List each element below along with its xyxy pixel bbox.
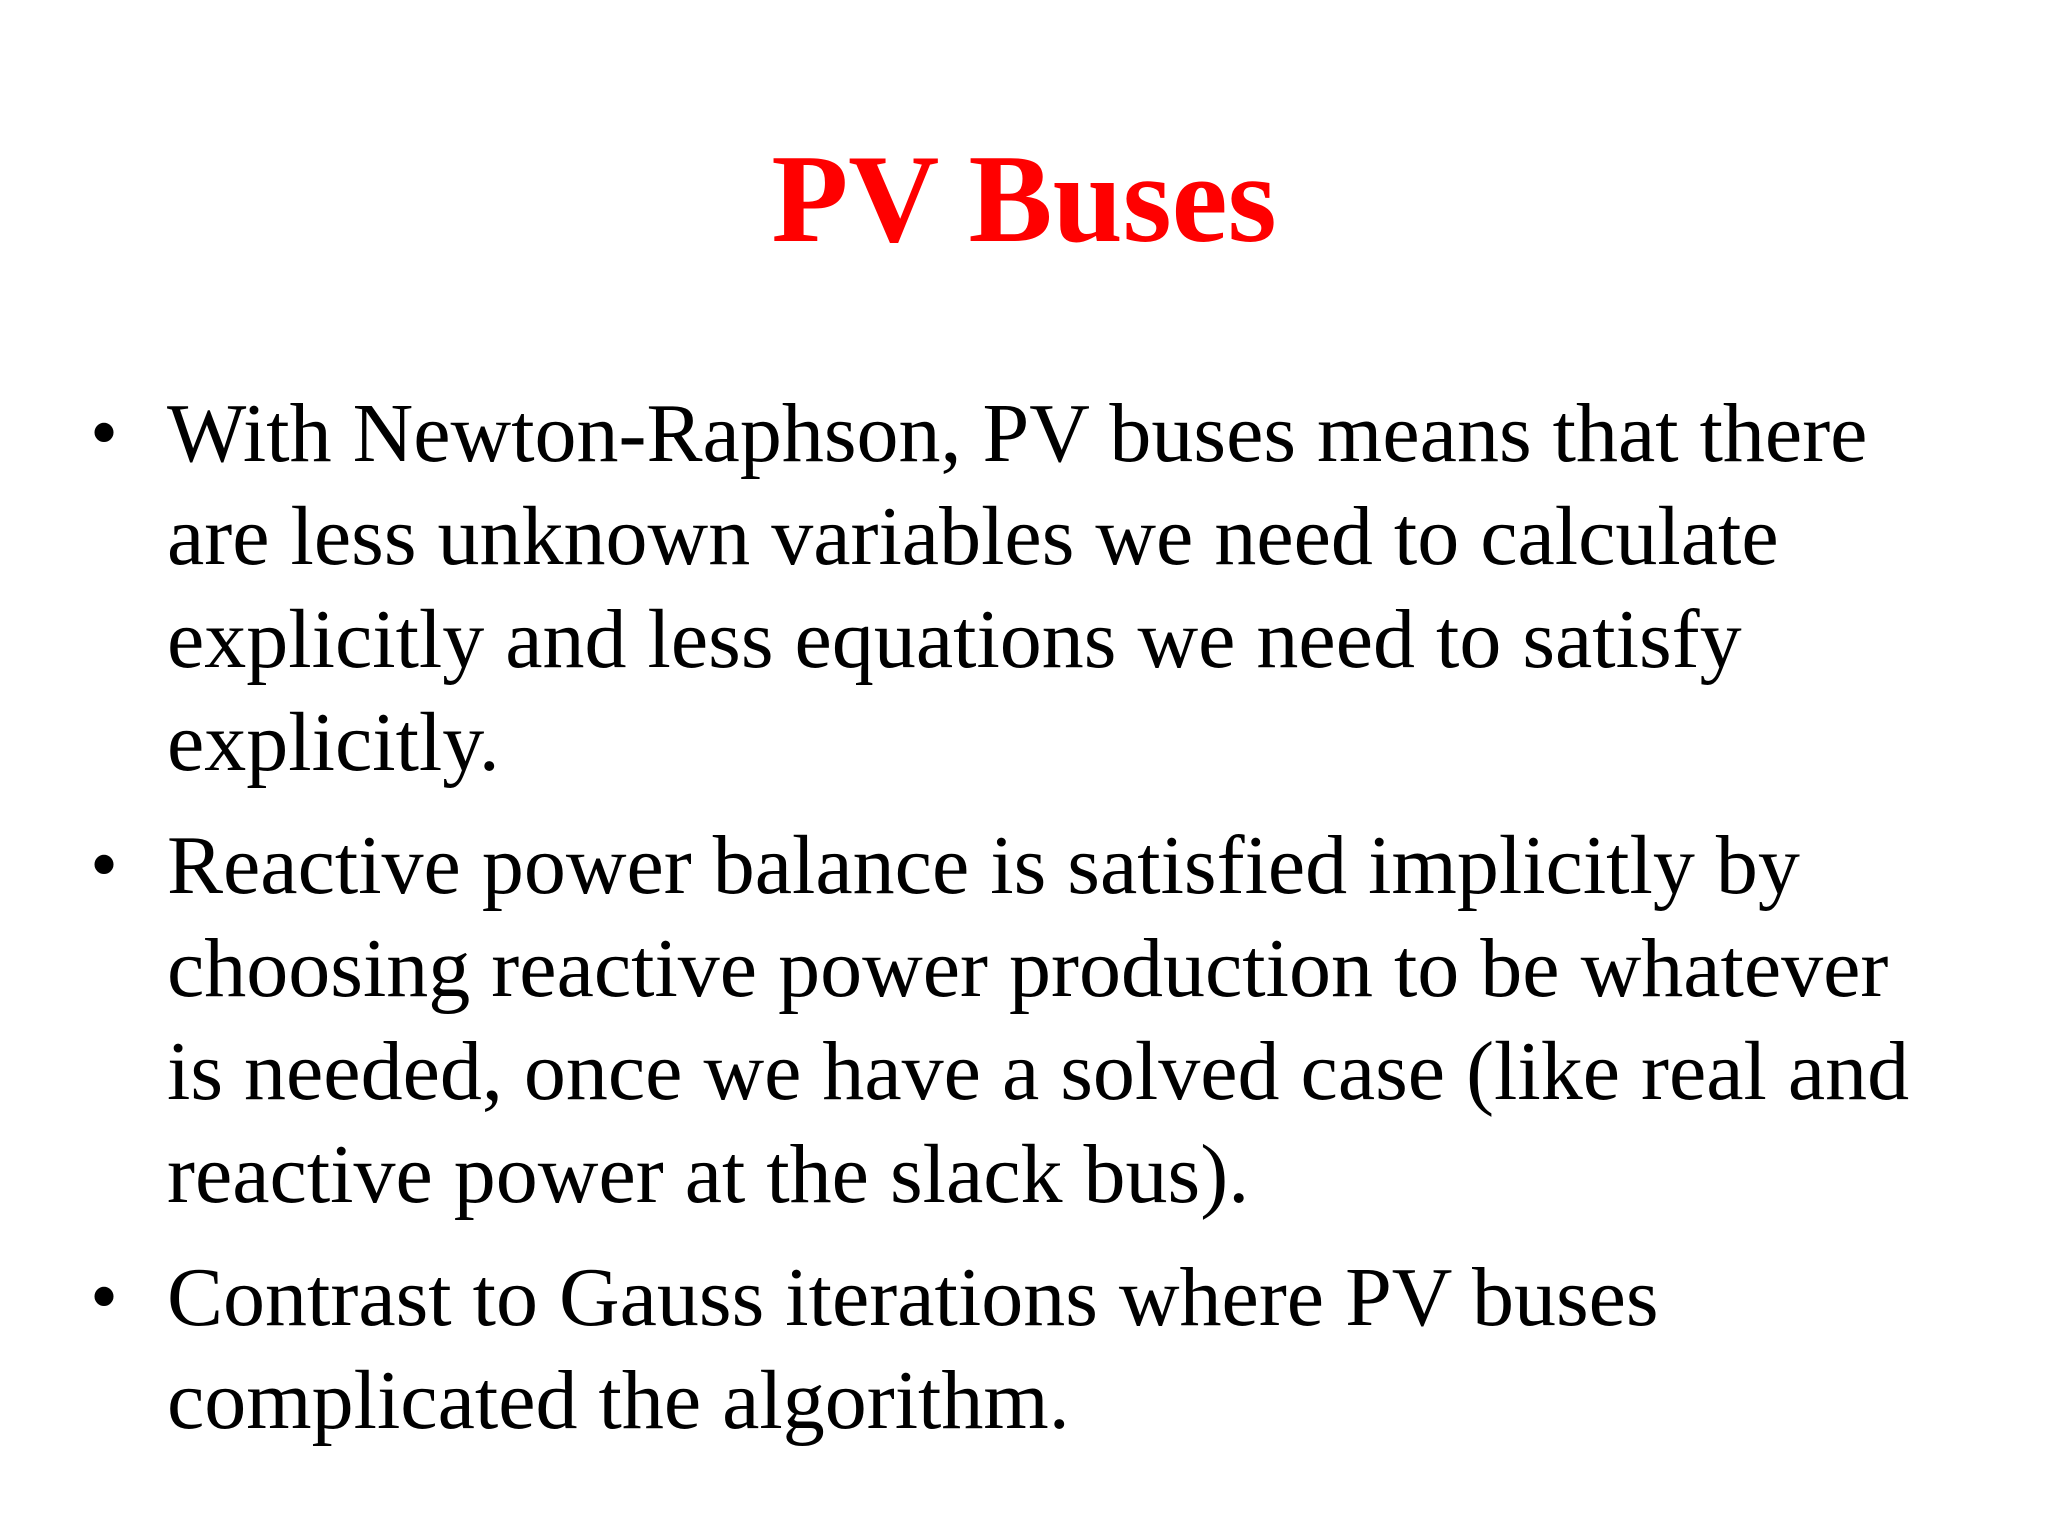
bullet-icon: • <box>90 1253 119 1341</box>
bullet-icon: • <box>90 389 119 477</box>
bullet-item <box>0 1246 2048 1452</box>
bullet-list <box>0 382 2048 1472</box>
bullet-item <box>0 382 2048 794</box>
bullet-text: With Newton-Raphson, PV buses means that there are less unknown variables we need to calculate explicitly and less equations we need to satisfy explicitly. <box>167 387 1868 789</box>
bullet-icon: • <box>90 821 119 909</box>
bullet-text: Contrast to Gauss iterations where PV buses complicated the algorithm. <box>167 1251 1659 1447</box>
bullet-text: Reactive power balance is satisfied implicitly by choosing reactive power production to be whatever is needed, once we have a solved case (like real and reactive power at the slack bus). <box>167 819 1910 1221</box>
slide-title: PV Buses <box>771 130 1277 269</box>
bullet-item <box>0 814 2048 1226</box>
